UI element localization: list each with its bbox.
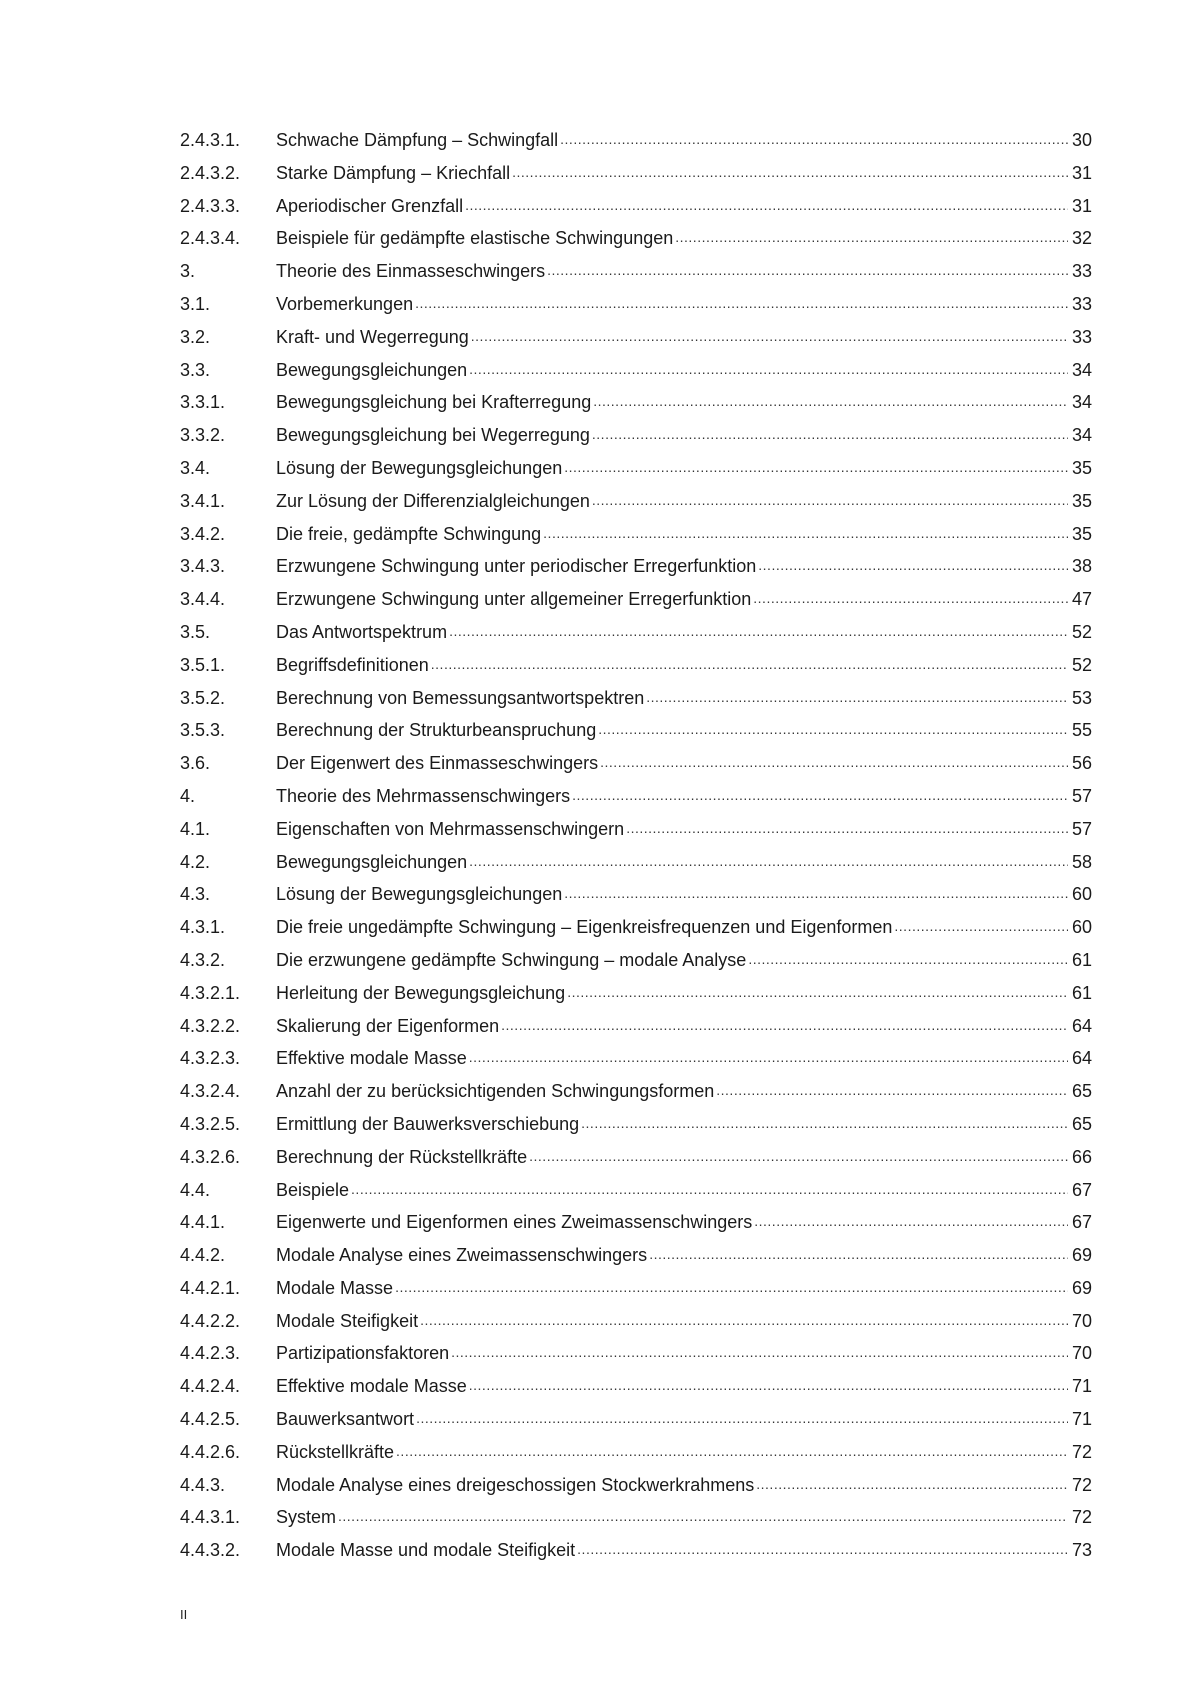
- toc-entry-title: Effektive modale Masse: [276, 1376, 467, 1397]
- toc-dot-leader: [338, 1505, 1068, 1523]
- toc-entry-page: 32: [1071, 228, 1092, 249]
- toc-entry-page: 34: [1071, 392, 1092, 413]
- page-number: II: [180, 1607, 188, 1622]
- toc-dot-leader: [564, 456, 1068, 474]
- toc-dot-leader: [756, 1473, 1068, 1491]
- toc-entry[interactable]: [180, 1534, 1092, 1567]
- toc-entry-number: 4.3.1.: [180, 917, 226, 938]
- toc-entry[interactable]: [180, 124, 1092, 157]
- toc-entry-number: 4.2.: [180, 851, 211, 872]
- toc-entry-page: 67: [1071, 1212, 1092, 1233]
- toc-entry-title: Begriffsdefinitionen: [276, 654, 429, 675]
- toc-dot-leader: [501, 1014, 1068, 1032]
- toc-entry[interactable]: [180, 190, 1092, 223]
- toc-entry-number: 4.4.2.4.: [180, 1376, 241, 1397]
- toc-entry-title: Kraft- und Wegerregung: [276, 326, 469, 347]
- toc-entry-page: 34: [1071, 425, 1092, 446]
- toc-dot-leader: [471, 325, 1068, 343]
- toc-entry-page: 71: [1071, 1409, 1092, 1430]
- toc-dot-leader: [758, 554, 1068, 572]
- toc-entry-number: 4.3.2.: [180, 949, 226, 970]
- toc-entry-number: 4.4.2.5.: [180, 1409, 241, 1430]
- toc-entry-page: 31: [1071, 162, 1092, 183]
- toc-dot-leader: [469, 1046, 1068, 1064]
- toc-entry-page: 60: [1071, 917, 1092, 938]
- toc-entry-page: 64: [1071, 1015, 1092, 1036]
- toc-entry-number: 2.4.3.2.: [180, 162, 241, 183]
- toc-entry-page: 57: [1071, 818, 1092, 839]
- toc-entry-title: Eigenwerte und Eigenformen eines Zweimassenschwingers: [276, 1212, 753, 1233]
- toc-entry-page: 65: [1071, 1113, 1092, 1134]
- toc-entry[interactable]: [180, 1370, 1092, 1403]
- toc-entry-number: 3.2.: [180, 326, 211, 347]
- toc-entry-number: 4.4.2.6.: [180, 1441, 241, 1462]
- toc-entry[interactable]: [180, 1403, 1092, 1436]
- toc-entry-page: 65: [1071, 1081, 1092, 1102]
- toc-dot-leader: [598, 718, 1068, 736]
- toc-entry-title: Bewegungsgleichung bei Krafterregung: [276, 392, 592, 413]
- toc-entry-title: Rückstellkräfte: [276, 1441, 395, 1462]
- toc-entry-title: Erzwungene Schwingung unter periodischer Erregerfunktion: [276, 556, 757, 577]
- toc-entry[interactable]: [180, 780, 1092, 813]
- toc-entry-number: 4.4.3.: [180, 1474, 226, 1495]
- toc-entry[interactable]: [180, 649, 1092, 682]
- toc-entry[interactable]: [180, 583, 1092, 616]
- toc-entry-page: 31: [1071, 195, 1092, 216]
- toc-entry-number: 3.3.2.: [180, 425, 226, 446]
- toc-entry-number: 4.4.3.2.: [180, 1540, 241, 1561]
- toc-entry-number: 3.5.3.: [180, 720, 226, 741]
- toc-entry-title: Der Eigenwert des Einmasseschwingers: [276, 753, 599, 774]
- toc-entry[interactable]: [180, 846, 1092, 879]
- toc-entry-title: Bewegungsgleichungen: [276, 851, 468, 872]
- toc-entry-title: Herleitung der Bewegungsgleichung: [276, 982, 566, 1003]
- toc-entry-number: 4.4.: [180, 1179, 211, 1200]
- toc-entry[interactable]: [180, 1501, 1092, 1534]
- toc-entry-number: 4.4.1.: [180, 1212, 226, 1233]
- toc-entry[interactable]: [180, 878, 1092, 911]
- toc-dot-leader: [512, 161, 1068, 179]
- toc-dot-leader: [748, 948, 1068, 966]
- toc-entry-number: 4.3.2.1.: [180, 982, 241, 1003]
- toc-entry-number: 3.5.: [180, 621, 211, 642]
- toc-entry-number: 4.3.2.5.: [180, 1113, 241, 1134]
- toc-dot-leader: [581, 1112, 1068, 1130]
- toc-dot-leader: [593, 390, 1068, 408]
- toc-entry-title: Bewegungsgleichung bei Wegerregung: [276, 425, 590, 446]
- toc-entry[interactable]: [180, 1141, 1092, 1174]
- toc-entry-number: 2.4.3.1.: [180, 130, 241, 150]
- toc-dot-leader: [716, 1079, 1068, 1097]
- toc-entry-title: Effektive modale Masse: [276, 1048, 467, 1069]
- toc-entry-page: 33: [1071, 261, 1092, 282]
- toc-entry-title: Eigenschaften von Mehrmassenschwingern: [276, 818, 625, 839]
- toc-dot-leader: [449, 620, 1068, 638]
- toc-dot-leader: [396, 1440, 1068, 1458]
- toc-entry-page: 60: [1071, 884, 1092, 905]
- toc-entry-number: 4.3.2.4.: [180, 1081, 241, 1102]
- toc-entry-title: Schwache Dämpfung – Schwingfall: [276, 130, 559, 150]
- toc-dot-leader: [543, 522, 1068, 540]
- toc-entry-number: 3.4.3.: [180, 556, 226, 577]
- toc-entry[interactable]: [180, 485, 1092, 518]
- toc-entry[interactable]: [180, 419, 1092, 452]
- toc-entry-page: 61: [1071, 982, 1092, 1003]
- toc-entry-title: Theorie des Mehrmassenschwingers: [276, 785, 571, 806]
- toc-entry-number: 3.5.2.: [180, 687, 226, 708]
- toc-entry-page: 71: [1071, 1376, 1092, 1397]
- toc-entry-title: Die freie, gedämpfte Schwingung: [276, 523, 542, 544]
- toc-entry[interactable]: [180, 977, 1092, 1010]
- toc-entry[interactable]: [180, 1305, 1092, 1338]
- toc-dot-leader: [431, 653, 1068, 671]
- toc-entry-page: 72: [1071, 1441, 1092, 1462]
- toc-entry-title: Beispiele für gedämpfte elastische Schwingungen: [276, 228, 674, 249]
- toc-entry[interactable]: [180, 1075, 1092, 1108]
- toc-entry-number: 4.3.: [180, 884, 211, 905]
- toc-entry-page: 35: [1071, 457, 1092, 478]
- toc-dot-leader: [351, 1178, 1068, 1196]
- toc-entry[interactable]: [180, 1010, 1092, 1043]
- toc-dot-leader: [600, 751, 1068, 769]
- toc-entry-page: 58: [1071, 851, 1092, 872]
- toc-entry-title: Bewegungsgleichungen: [276, 359, 468, 380]
- toc-entry-page: 64: [1071, 1048, 1092, 1069]
- toc-entry-number: 2.4.3.4.: [180, 228, 241, 249]
- toc-entry-page: 30: [1071, 130, 1092, 150]
- toc-entry-title: Modale Analyse eines dreigeschossigen Stockwerkrahmens: [276, 1474, 755, 1495]
- toc-entry-title: Bauwerksantwort: [276, 1409, 415, 1430]
- toc-entry-number: 3.6.: [180, 753, 211, 774]
- toc-entry[interactable]: [180, 747, 1092, 780]
- toc-entry[interactable]: [180, 1436, 1092, 1469]
- toc-entry[interactable]: [180, 1239, 1092, 1272]
- toc-entry-title: Erzwungene Schwingung unter allgemeiner Erregerfunktion: [276, 589, 752, 610]
- toc-entry[interactable]: [180, 550, 1092, 583]
- toc-entry-number: 4.3.2.6.: [180, 1146, 241, 1167]
- toc-entry-title: Aperiodischer Grenzfall: [276, 195, 464, 216]
- toc-entry-page: 38: [1071, 556, 1092, 577]
- toc-entry-page: 69: [1071, 1245, 1092, 1266]
- toc-dot-leader: [646, 686, 1068, 704]
- toc-entry-number: 3.: [180, 261, 196, 282]
- toc-dot-leader: [420, 1309, 1068, 1327]
- toc-entry-title: Lösung der Bewegungsgleichungen: [276, 457, 563, 478]
- toc-entry[interactable]: [180, 288, 1092, 321]
- toc-entry-page: 34: [1071, 359, 1092, 380]
- toc-dot-leader: [754, 1210, 1068, 1228]
- toc-entry-page: 35: [1071, 523, 1092, 544]
- toc-dot-leader: [577, 1538, 1068, 1556]
- toc-dot-leader: [469, 850, 1068, 868]
- toc-dot-leader: [547, 259, 1068, 277]
- toc-entry-page: 70: [1071, 1343, 1092, 1364]
- toc-entry-number: 3.4.: [180, 457, 211, 478]
- toc-dot-leader: [395, 1276, 1068, 1294]
- toc-entry[interactable]: [180, 911, 1092, 944]
- toc-entry[interactable]: [180, 1206, 1092, 1239]
- toc-entry-page: 69: [1071, 1277, 1092, 1298]
- toc-entry-title: Beispiele: [276, 1179, 350, 1200]
- toc-entry-title: Berechnung der Rückstellkräfte: [276, 1146, 528, 1167]
- toc-entry-title: Skalierung der Eigenformen: [276, 1015, 500, 1036]
- toc-dot-leader: [465, 194, 1068, 212]
- toc-entry-title: Ermittlung der Bauwerksverschiebung: [276, 1113, 580, 1134]
- toc-entry[interactable]: [180, 1174, 1092, 1207]
- toc-dot-leader: [567, 981, 1068, 999]
- toc-entry-page: 67: [1071, 1179, 1092, 1200]
- toc-entry-page: 72: [1071, 1507, 1092, 1528]
- toc-entry[interactable]: [180, 222, 1092, 255]
- toc-entry-page: 33: [1071, 326, 1092, 347]
- toc-dot-leader: [649, 1243, 1068, 1261]
- toc-dot-leader: [675, 226, 1068, 244]
- toc-dot-leader: [572, 784, 1068, 802]
- toc-entry[interactable]: [180, 354, 1092, 387]
- toc-dot-leader: [560, 128, 1068, 146]
- toc-entry-number: 3.4.2.: [180, 523, 226, 544]
- toc-entry-title: Theorie des Einmasseschwingers: [276, 261, 546, 282]
- toc-entry[interactable]: [180, 682, 1092, 715]
- toc-entry-number: 4.4.2.: [180, 1245, 226, 1266]
- toc-dot-leader: [753, 587, 1068, 605]
- toc-entry-title: Die erzwungene gedämpfte Schwingung – modale Analyse: [276, 949, 747, 970]
- toc-entry-page: 35: [1071, 490, 1092, 511]
- toc-entry-page: 52: [1071, 654, 1092, 675]
- toc-entry[interactable]: [180, 255, 1092, 288]
- toc-entry-number: 3.5.1.: [180, 654, 226, 675]
- toc-entry[interactable]: [180, 1337, 1092, 1370]
- toc-dot-leader: [564, 882, 1068, 900]
- toc-entry-page: 55: [1071, 720, 1092, 741]
- toc-entry-page: 73: [1071, 1540, 1092, 1561]
- toc-entry-number: 4.: [180, 785, 196, 806]
- toc-entry[interactable]: [180, 1469, 1092, 1502]
- toc-entry-title: Die freie ungedämpfte Schwingung – Eigenkreisfrequenzen und Eigenformen: [276, 917, 893, 938]
- toc-entry-title: Modale Masse: [276, 1277, 394, 1298]
- toc-dot-leader: [592, 489, 1068, 507]
- toc-entry-number: 4.3.2.3.: [180, 1048, 241, 1069]
- toc-entry-title: Zur Lösung der Differenzialgleichungen: [276, 490, 590, 511]
- toc-entry-page: 47: [1071, 589, 1092, 610]
- toc-entry[interactable]: [180, 616, 1092, 649]
- toc-entry-page: 52: [1071, 621, 1092, 642]
- toc-entry-number: 2.4.3.3.: [180, 195, 241, 216]
- toc-entry-title: Partizipationsfaktoren: [276, 1343, 450, 1364]
- toc-entry-number: 4.4.2.1.: [180, 1277, 241, 1298]
- toc-dot-leader: [469, 358, 1068, 376]
- toc-entry-number: 4.1.: [180, 818, 211, 839]
- toc-entry-page: 57: [1071, 785, 1092, 806]
- toc-dot-leader: [626, 817, 1068, 835]
- toc-entry-title: Modale Masse und modale Steifigkeit: [276, 1540, 576, 1561]
- toc-entry-number: 3.4.4.: [180, 589, 226, 610]
- toc-entry[interactable]: [180, 157, 1092, 190]
- toc-entry-title: Das Antwortspektrum: [276, 621, 448, 642]
- toc-entry[interactable]: [180, 452, 1092, 485]
- toc-dot-leader: [592, 423, 1068, 441]
- toc-entry-title: Starke Dämpfung – Kriechfall: [276, 162, 511, 183]
- toc-dot-leader: [451, 1341, 1068, 1359]
- toc-entry-title: Anzahl der zu berücksichtigenden Schwingungsformen: [276, 1081, 715, 1102]
- toc-dot-leader: [415, 292, 1068, 310]
- toc-entry-number: 3.1.: [180, 293, 211, 314]
- toc-dot-leader: [416, 1407, 1068, 1425]
- toc-entry-number: 4.4.2.3.: [180, 1343, 241, 1364]
- toc-entry[interactable]: [180, 321, 1092, 354]
- toc-entry-title: Modale Analyse eines Zweimassenschwingers: [276, 1245, 648, 1266]
- toc-entry[interactable]: [180, 518, 1092, 551]
- toc-entry-page: 33: [1071, 293, 1092, 314]
- toc-entry-title: System: [276, 1507, 337, 1528]
- toc-entry-title: Berechnung der Strukturbeanspruchung: [276, 720, 597, 741]
- toc-entry-number: 4.4.3.1.: [180, 1507, 241, 1528]
- toc-entry-number: 3.4.1.: [180, 490, 226, 511]
- toc-entry[interactable]: [180, 714, 1092, 747]
- toc-entry-page: 56: [1071, 753, 1092, 774]
- toc-entry-number: 3.3.: [180, 359, 211, 380]
- toc-entry[interactable]: [180, 386, 1092, 419]
- toc-entry-page: 70: [1071, 1310, 1092, 1331]
- toc-entry-page: 66: [1071, 1146, 1092, 1167]
- toc-entry[interactable]: [180, 944, 1092, 977]
- toc-entry[interactable]: [180, 1042, 1092, 1075]
- table-of-contents: [180, 124, 1092, 1567]
- toc-entry[interactable]: [180, 1108, 1092, 1141]
- toc-entry-number: 3.3.1.: [180, 392, 226, 413]
- toc-entry-number: 4.3.2.2.: [180, 1015, 241, 1036]
- toc-dot-leader: [469, 1374, 1068, 1392]
- toc-dot-leader: [894, 915, 1068, 933]
- toc-entry[interactable]: [180, 1272, 1092, 1305]
- toc-entry-page: 53: [1071, 687, 1092, 708]
- toc-entry-page: 72: [1071, 1474, 1092, 1495]
- toc-dot-leader: [529, 1145, 1068, 1163]
- toc-entry[interactable]: [180, 813, 1092, 846]
- toc-entry-page: 61: [1071, 949, 1092, 970]
- toc-entry-title: Lösung der Bewegungsgleichungen: [276, 884, 563, 905]
- toc-entry-title: Berechnung von Bemessungsantwortspektren: [276, 687, 645, 708]
- toc-entry-title: Modale Steifigkeit: [276, 1310, 419, 1331]
- toc-entry-title: Vorbemerkungen: [276, 293, 414, 314]
- toc-entry-number: 4.4.2.2.: [180, 1310, 241, 1331]
